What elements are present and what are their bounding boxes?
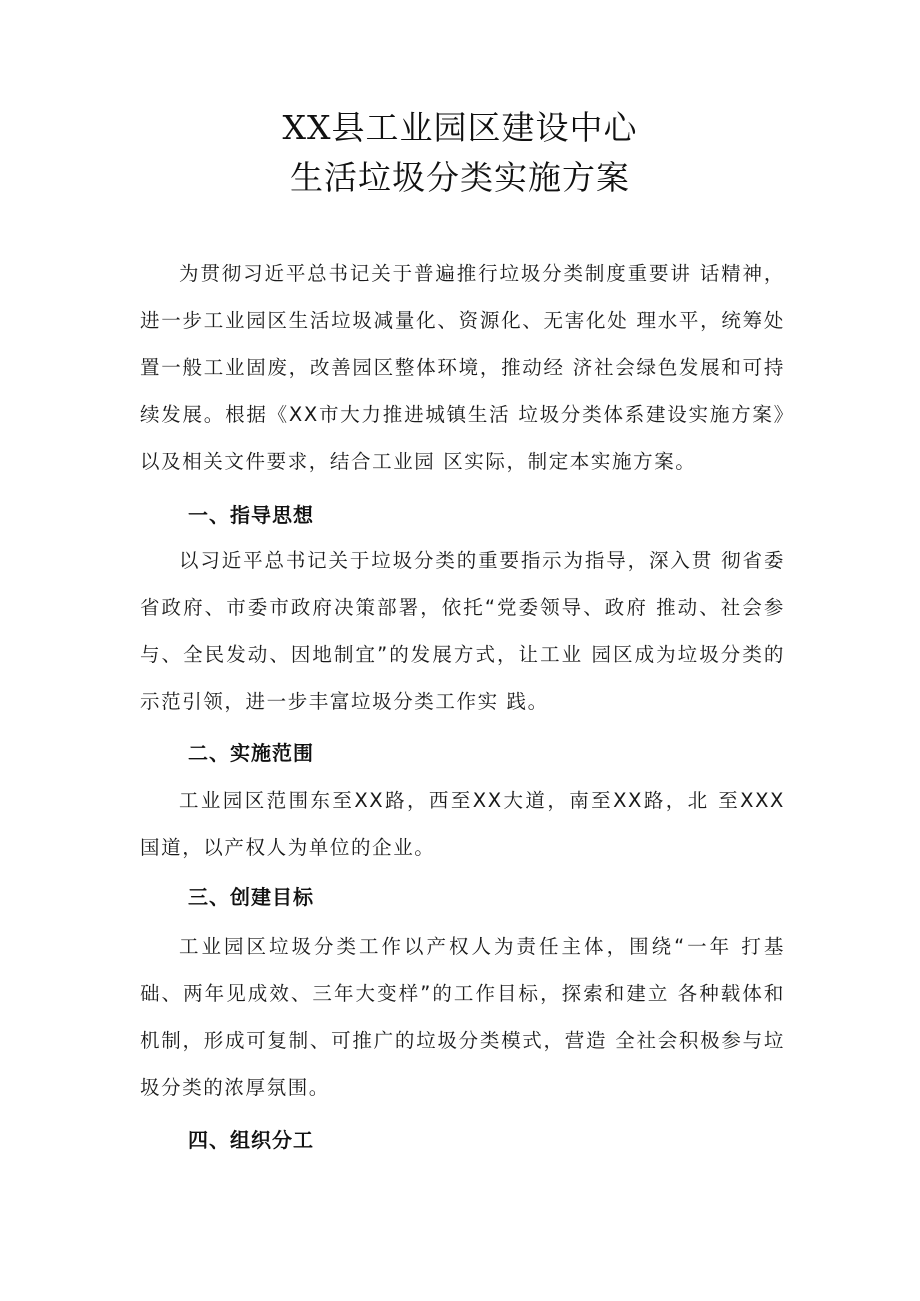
- section-body-scope: 工业园区范围东至XX路，西至XX大道，南至XX路，北 至XXX国道，以产权人为单位的企业。: [140, 789, 785, 859]
- section-body-goals: 工业园区垃圾分类工作以产权人为责任主体，围绕“一年 打基础、两年见成效、三年大变样”的工作目标，探索和建立 各种载体和机制，形成可复制、可推广的垃圾分类模式，营造 全社会积极参与垃圾分类的浓厚氛围。: [140, 935, 785, 1099]
- intro-paragraph: 为贯彻习近平总书记关于普遍推行垃圾分类制度重要讲 话精神，进一步工业园区生活垃圾减量化、资源化、无害化处 理水平，统筹处置一般工业固废，改善园区整体环境，推动经 济社会绿色发展和可持续发展。根据《XX市大力推进城镇生活 垃圾分类体系建设实施方案》以及相关文件要求，结合工业园 区实际，制定本实施方案。: [140, 262, 785, 473]
- section-heading-goals: 三、创建目标: [188, 885, 314, 909]
- section-heading-scope: 二、实施范围: [188, 741, 314, 765]
- document-title-line-2: 生活垃圾分类实施方案: [290, 158, 630, 197]
- section-heading-organization: 四、组织分工: [188, 1128, 314, 1152]
- document-title-line-1: XX县工业园区建设中心: [282, 108, 638, 147]
- section-heading-guiding-ideology: 一、指导思想: [188, 503, 314, 527]
- section-body-guiding-ideology: 以习近平总书记关于垃圾分类的重要指示为指导，深入贯 彻省委省政府、市委市政府决策部署，依托“党委领导、政府 推动、社会参与、全民发动、因地制宜”的发展方式，让工业 园区成为垃圾分类的示范引领，进一步丰富垃圾分类工作实 践。: [140, 549, 785, 713]
